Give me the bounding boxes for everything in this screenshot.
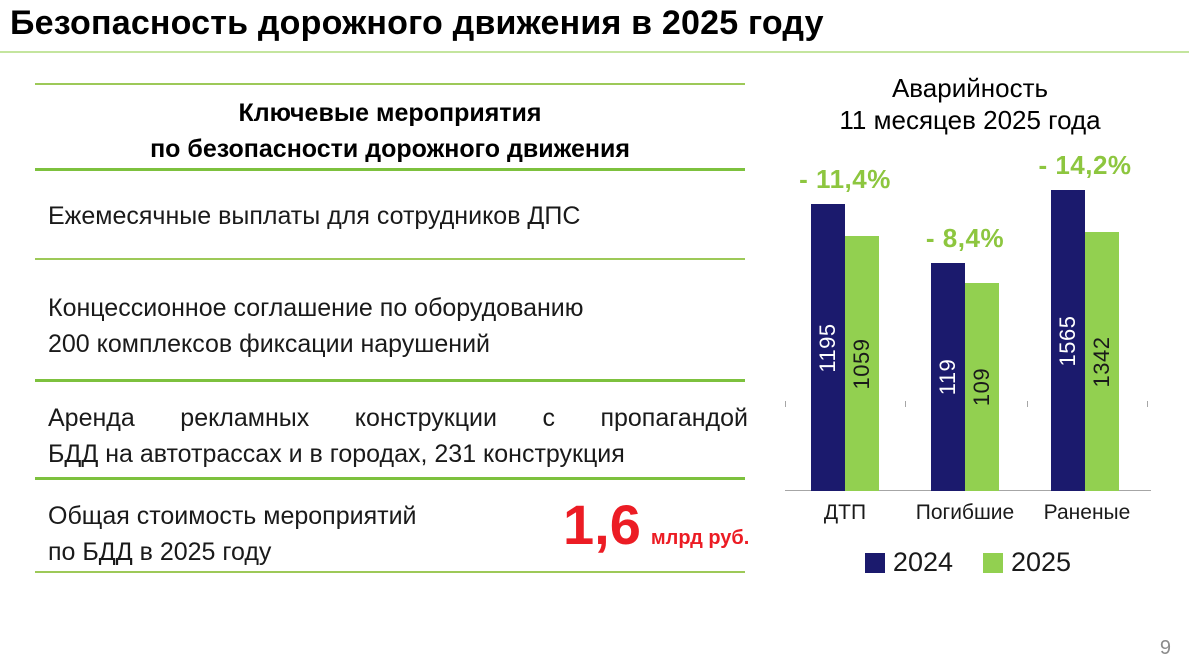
axis-tick — [785, 401, 786, 407]
bar-value-label: 1059 — [849, 338, 874, 389]
separator-line — [35, 379, 745, 382]
chart-title-line1: Аварийность — [891, 73, 1049, 103]
chart-legend — [785, 547, 1151, 578]
separator-line — [35, 571, 745, 573]
bar-value-label: 1342 — [1089, 336, 1114, 387]
legend-label: 2024 — [892, 547, 953, 577]
bar-2025-1 — [845, 236, 879, 491]
legend-swatch-icon — [983, 553, 1003, 573]
axis-tick — [1147, 401, 1148, 407]
axis-tick — [905, 401, 906, 407]
measure-item-billboards — [48, 400, 748, 472]
bar-value-label: 109 — [969, 367, 994, 407]
measure-item-billboards-line2: БДД на автотрассах и в городах, 231 конструкция — [48, 440, 625, 468]
legend-swatch-icon — [865, 553, 885, 573]
bar-2024-2 — [931, 263, 965, 491]
bar-value-label: 1565 — [1055, 315, 1080, 366]
bar-2024-3 — [1051, 190, 1085, 491]
chart-title — [775, 72, 1165, 136]
measures-header-line1: Ключевые мероприятия — [238, 99, 542, 127]
change-percent-label: - 14,2% — [1038, 150, 1132, 180]
category-label-1: ДТП — [823, 501, 867, 524]
legend-label: 2025 — [1011, 547, 1072, 577]
change-percent-label: - 11,4% — [799, 164, 891, 194]
measure-item-total-cost-line2: по БДД в 2025 году — [48, 538, 272, 566]
measure-item-total-cost — [48, 498, 528, 570]
category-label-2: Погибшие — [915, 501, 1015, 524]
measures-header-line2: по безопасности дорожного движения — [150, 135, 630, 163]
separator-line — [35, 477, 745, 480]
category-label-3: Раненые — [1043, 501, 1131, 524]
bar-2024-1 — [811, 204, 845, 491]
legend-item-2025 — [983, 547, 1071, 578]
total-cost-unit: млрд руб. — [650, 527, 750, 549]
bar-value-label: 1195 — [815, 322, 840, 373]
separator-line — [35, 258, 745, 260]
measure-item-concession-line2: 200 комплексов фиксации нарушений — [48, 330, 491, 358]
separator-line — [35, 83, 745, 85]
separator-line — [35, 168, 745, 171]
chart-title-line2: 11 месяцев 2025 года — [839, 105, 1101, 135]
page-title: Безопасность дорожного движения в 2025 году — [10, 4, 824, 42]
bar-2025-2 — [965, 283, 999, 491]
accidents-bar-chart — [785, 60, 1155, 620]
measure-item-total-cost-line1: Общая стоимость мероприятий — [48, 502, 417, 530]
bar-2025-3 — [1085, 232, 1119, 491]
measure-item-concession-line1: Концессионное соглашение по оборудованию — [48, 294, 584, 322]
measure-item-dps-payments: Ежемесячные выплаты для сотрудников ДПС — [48, 202, 581, 230]
total-cost-value — [563, 493, 750, 556]
measure-item-concession — [48, 290, 748, 362]
axis-tick — [1027, 401, 1028, 407]
measures-header — [35, 95, 745, 167]
legend-item-2024 — [865, 547, 953, 578]
bar-value-label: 119 — [935, 358, 960, 396]
change-percent-label: - 8,4% — [925, 223, 1005, 253]
chart-plot-area — [785, 150, 1151, 491]
measure-item-billboards-line1: Аренда рекламных конструкции с пропагандой — [48, 404, 748, 432]
page-number: 9 — [1159, 637, 1171, 659]
total-cost-amount: 1,6 — [563, 493, 641, 556]
title-underline — [0, 51, 1189, 53]
